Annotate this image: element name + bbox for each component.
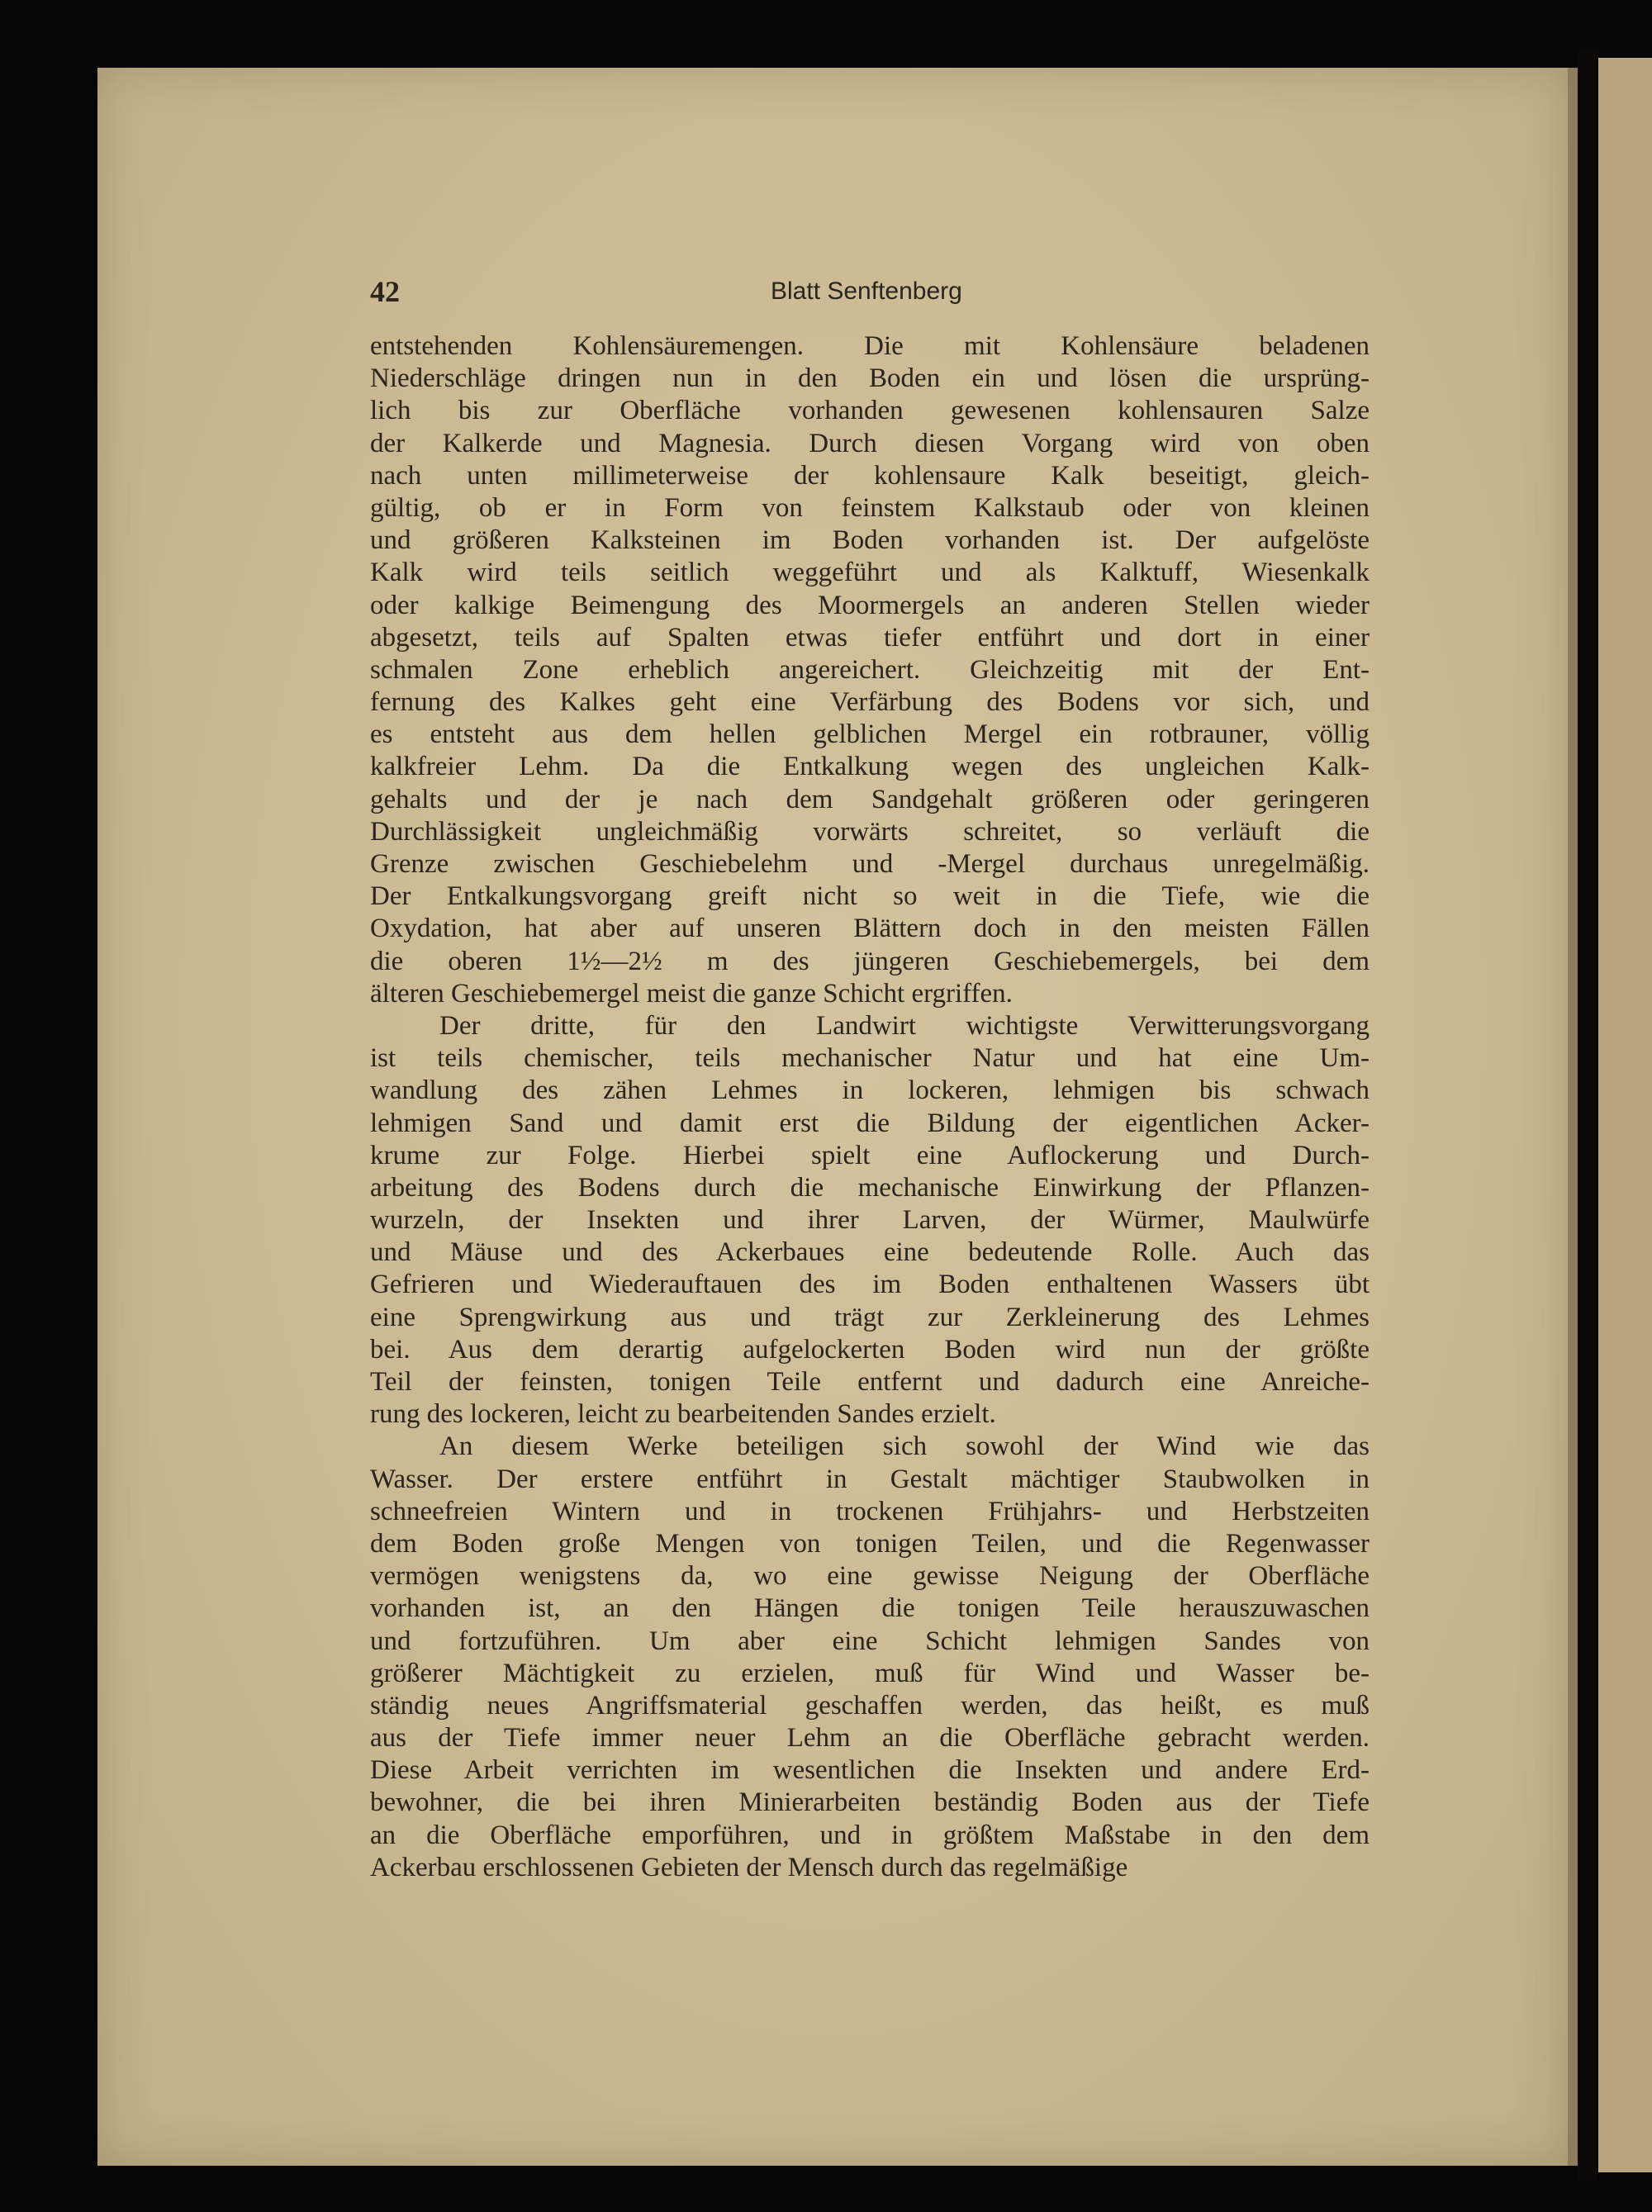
text-line: schneefreien Wintern und in trockenen Frühjahrs- und Herbstzeiten: [370, 1496, 1370, 1526]
page-number: 42: [370, 275, 400, 308]
text-line: die oberen 1½—2½ m des jüngeren Geschiebemergels, bei dem: [370, 946, 1370, 976]
text-line: lich bis zur Oberfläche vorhanden gewesenen kohlensauren Salze: [370, 396, 1370, 426]
text-line: nach unten millimeterweise der kohlensaure Kalk beseitigt, gleich-: [370, 460, 1370, 491]
text-line: Grenze zwischen Geschiebelehm und -Mergel durchaus unregelmäßig.: [370, 849, 1370, 879]
text-line: vorhanden ist, an den Hängen die tonigen Teile herauszuwaschen: [370, 1593, 1370, 1624]
text-line: gehalts und der je nach dem Sandgehalt größeren oder geringeren: [370, 784, 1370, 814]
text-line: bei. Aus dem derartig aufgelockerten Boden wird nun der größte: [370, 1334, 1370, 1365]
text-line: aus der Tiefe immer neuer Lehm an die Oberfläche gebracht werden.: [370, 1723, 1370, 1754]
text-line: An diesem Werke beteiligen sich sowohl der Wind wie das: [439, 1431, 1370, 1462]
text-line: Teil der feinsten, tonigen Teile entfernt und dadurch eine Anreiche-: [370, 1367, 1370, 1397]
text-line: ständig neues Angriffsmaterial geschaffen werden, das heißt, es muß: [370, 1690, 1370, 1721]
text-line: Diese Arbeit verrichten im wesentlichen die Insekten und andere Erd-: [370, 1755, 1370, 1786]
page-header: [370, 274, 1370, 314]
text-line: wandlung des zähen Lehmes in lockeren, lehmigen bis schwach: [370, 1075, 1370, 1106]
text-line: Kalk wird teils seitlich weggeführt und als Kalktuff, Wiesenkalk: [370, 558, 1370, 588]
text-line: arbeitung des Bodens durch die mechanische Einwirkung der Pflanzen-: [370, 1172, 1370, 1203]
text-line: kalkfreier Lehm. Da die Entkalkung wegen des ungleichen Kalk-: [370, 752, 1370, 782]
text-line: wurzeln, der Insekten und ihrer Larven, der Würmer, Maulwürfe: [370, 1205, 1370, 1236]
text-line: rung des lockeren, leicht zu bearbeitenden Sandes erzielt.: [370, 1399, 996, 1430]
text-line: und Mäuse und des Ackerbaues eine bedeutende Rolle. Auch das: [370, 1237, 1370, 1268]
text-line: Durchlässigkeit ungleichmäßig vorwärts schreitet, so verläuft die: [370, 816, 1370, 847]
paragraph: [370, 1431, 1370, 1884]
text-line: fernung des Kalkes geht eine Verfärbung des Bodens vor sich, und: [370, 687, 1370, 718]
text-line: krume zur Folge. Hierbei spielt eine Auflockerung und Durch-: [370, 1140, 1370, 1170]
text-line: Der dritte, für den Landwirt wichtigste Verwitterungsvorgang: [439, 1010, 1370, 1041]
text-line: ist teils chemischer, teils mechanischer Natur und hat eine Um-: [370, 1043, 1370, 1074]
text-line: schmalen Zone erheblich angereichert. Gleichzeitig mit der Ent-: [370, 654, 1370, 685]
text-line: Niederschläge dringen nun in den Boden ein und lösen die ursprüng-: [370, 363, 1370, 394]
body-text: [370, 330, 1370, 1884]
text-line: abgesetzt, teils auf Spalten etwas tiefer entführt und dort in einer: [370, 622, 1370, 653]
text-line: dem Boden große Mengen von tonigen Teilen, und die Regenwasser: [370, 1528, 1370, 1559]
text-line: älteren Geschiebemergel meist die ganze Schicht ergriffen.: [370, 978, 1013, 1009]
text-line: größerer Mächtigkeit zu erzielen, muß für Wind und Wasser be-: [370, 1658, 1370, 1688]
text-line: Ackerbau erschlossenen Gebieten der Mensch durch das regelmäßige: [370, 1852, 1128, 1882]
text-line: Wasser. Der erstere entführt in Gestalt mächtiger Staubwolken in: [370, 1464, 1370, 1494]
text-line: oder kalkige Beimengung des Moormergels an anderen Stellen wieder: [370, 590, 1370, 620]
text-line: und fortzuführen. Um aber eine Schicht lehmigen Sandes von: [370, 1626, 1370, 1656]
text-line: Oxydation, hat aber auf unseren Blättern doch in den meisten Fällen: [370, 914, 1370, 944]
running-title: Blatt Senftenberg: [771, 278, 962, 305]
paragraph: [370, 1010, 1370, 1431]
text-line: an die Oberfläche emporführen, und in größtem Maßstabe in den dem: [370, 1820, 1370, 1850]
text-line: gültig, ob er in Form von feinstem Kalkstaub oder von kleinen: [370, 492, 1370, 523]
text-line: Der Entkalkungsvorgang greift nicht so weit in die Tiefe, wie die: [370, 881, 1370, 912]
book-gutter: [1578, 50, 1598, 2181]
facing-page-edge: [1598, 58, 1652, 2172]
page-edge: [1568, 68, 1578, 2166]
text-line: Gefrieren und Wiederauftauen des im Boden enthaltenen Wassers übt: [370, 1270, 1370, 1300]
text-line: bewohner, die bei ihren Minierarbeiten beständig Boden aus der Tiefe: [370, 1787, 1370, 1818]
text-line: vermögen wenigstens da, wo eine gewisse Neigung der Oberfläche: [370, 1561, 1370, 1592]
text-line: der Kalkerde und Magnesia. Durch diesen Vorgang wird von oben: [370, 428, 1370, 458]
text-line: entstehenden Kohlensäuremengen. Die mit Kohlensäure beladenen: [370, 331, 1370, 361]
text-line: eine Sprengwirkung aus und trägt zur Zerkleinerung des Lehmes: [370, 1302, 1370, 1332]
paragraph: [370, 330, 1370, 1010]
text-line: es entsteht aus dem hellen gelblichen Mergel ein rotbrauner, völlig: [370, 719, 1370, 750]
text-line: und größeren Kalksteinen im Boden vorhanden ist. Der aufgelöste: [370, 525, 1370, 556]
text-line: lehmigen Sand und damit erst die Bildung der eigentlichen Acker-: [370, 1108, 1370, 1138]
